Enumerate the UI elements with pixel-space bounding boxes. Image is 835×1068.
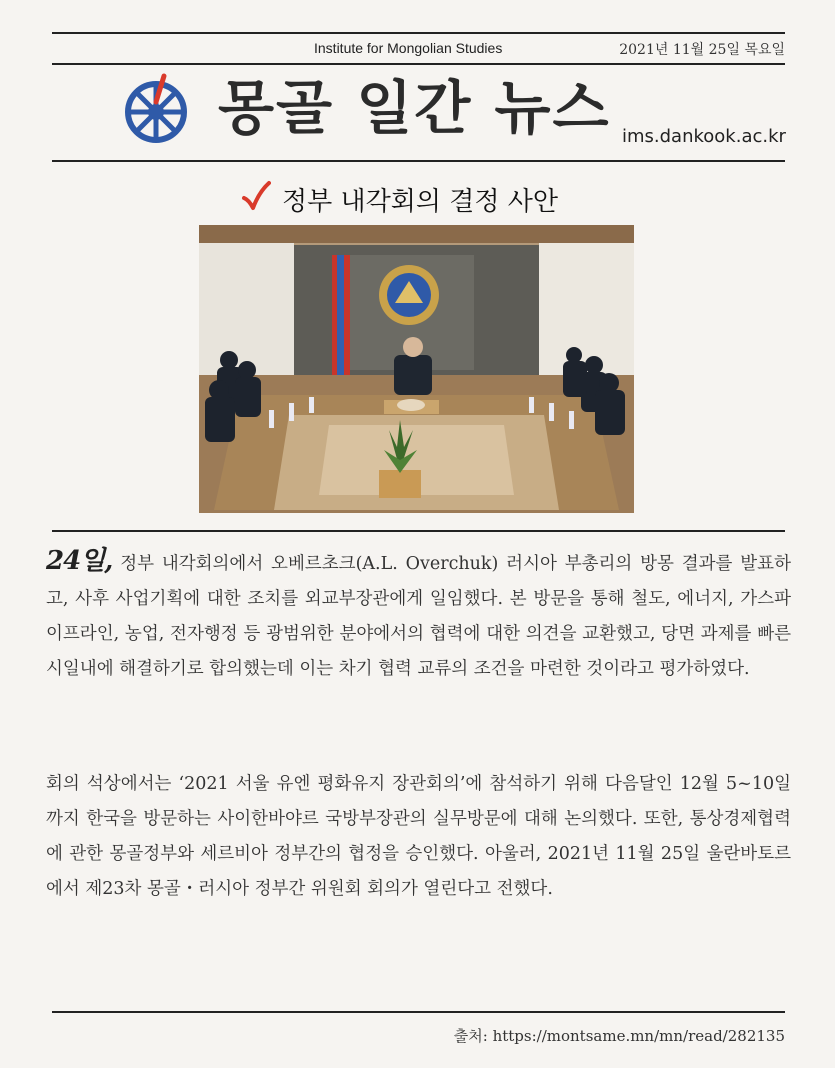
top-rule xyxy=(52,32,785,34)
article-paragraph-1 xyxy=(46,544,791,687)
site-url[interactable]: ims.dankook.ac.kr xyxy=(622,126,786,147)
institute-name: Institute for Mongolian Studies xyxy=(314,40,503,56)
source-citation[interactable]: 출처: https://montsame.mn/mn/read/282135 xyxy=(453,1027,785,1045)
cabinet-meeting-photo xyxy=(199,225,634,513)
article-headline: 정부 내각회의 결정 사안 xyxy=(282,187,558,217)
article-paragraph-2: 회의 석상에서는 ‘2021 서울 유엔 평화유지 장관회의’에 참석하기 위해 다음달인 12월 5~10일까지 한국을 방문하는 사이한바야르 국방부장관의 실무방문에 대해 논의했다. 또한, 통상경제협력에 관한 몽골정부와 세르비아 정부간의 협정을 승인했다. 아울러, 2021년 11월 25일 울란바토르에서 제23차 몽골・러시아 정부간 위원회 회의가 열린다고 전했다. xyxy=(46,774,791,899)
title-rule xyxy=(52,160,785,162)
paragraph-1-text: 정부 내각회의에서 오베르초크(A.L. Overchuk) 러시아 부총리의 방몽 결과를 발표하고, 사후 사업기획에 대한 조치를 외교부장관에게 일임했다. 본 방문을 통해 철도, 에너지, 가스파이프라인, 농업, 전자행정 등 광범위한 분야에서의 협력에 대한 의견을 교환했고, 당면 과제를 빠른 시일내에 해결하기로 합의했는데 이는 차기 협력 교류의 조건을 마련한 것이라고 평가하였다. xyxy=(46,554,791,679)
dharma-wheel-logo-icon xyxy=(120,72,192,144)
content-rule xyxy=(52,530,785,532)
issue-date: 2021년 11월 25일 목요일 xyxy=(619,42,785,58)
newsletter-title: 몽골 일간 뉴스 xyxy=(218,74,611,142)
checkmark-icon xyxy=(241,180,271,212)
footer-rule xyxy=(52,1011,785,1013)
header-rule xyxy=(52,63,785,65)
article-lead: 24일, xyxy=(46,546,113,576)
